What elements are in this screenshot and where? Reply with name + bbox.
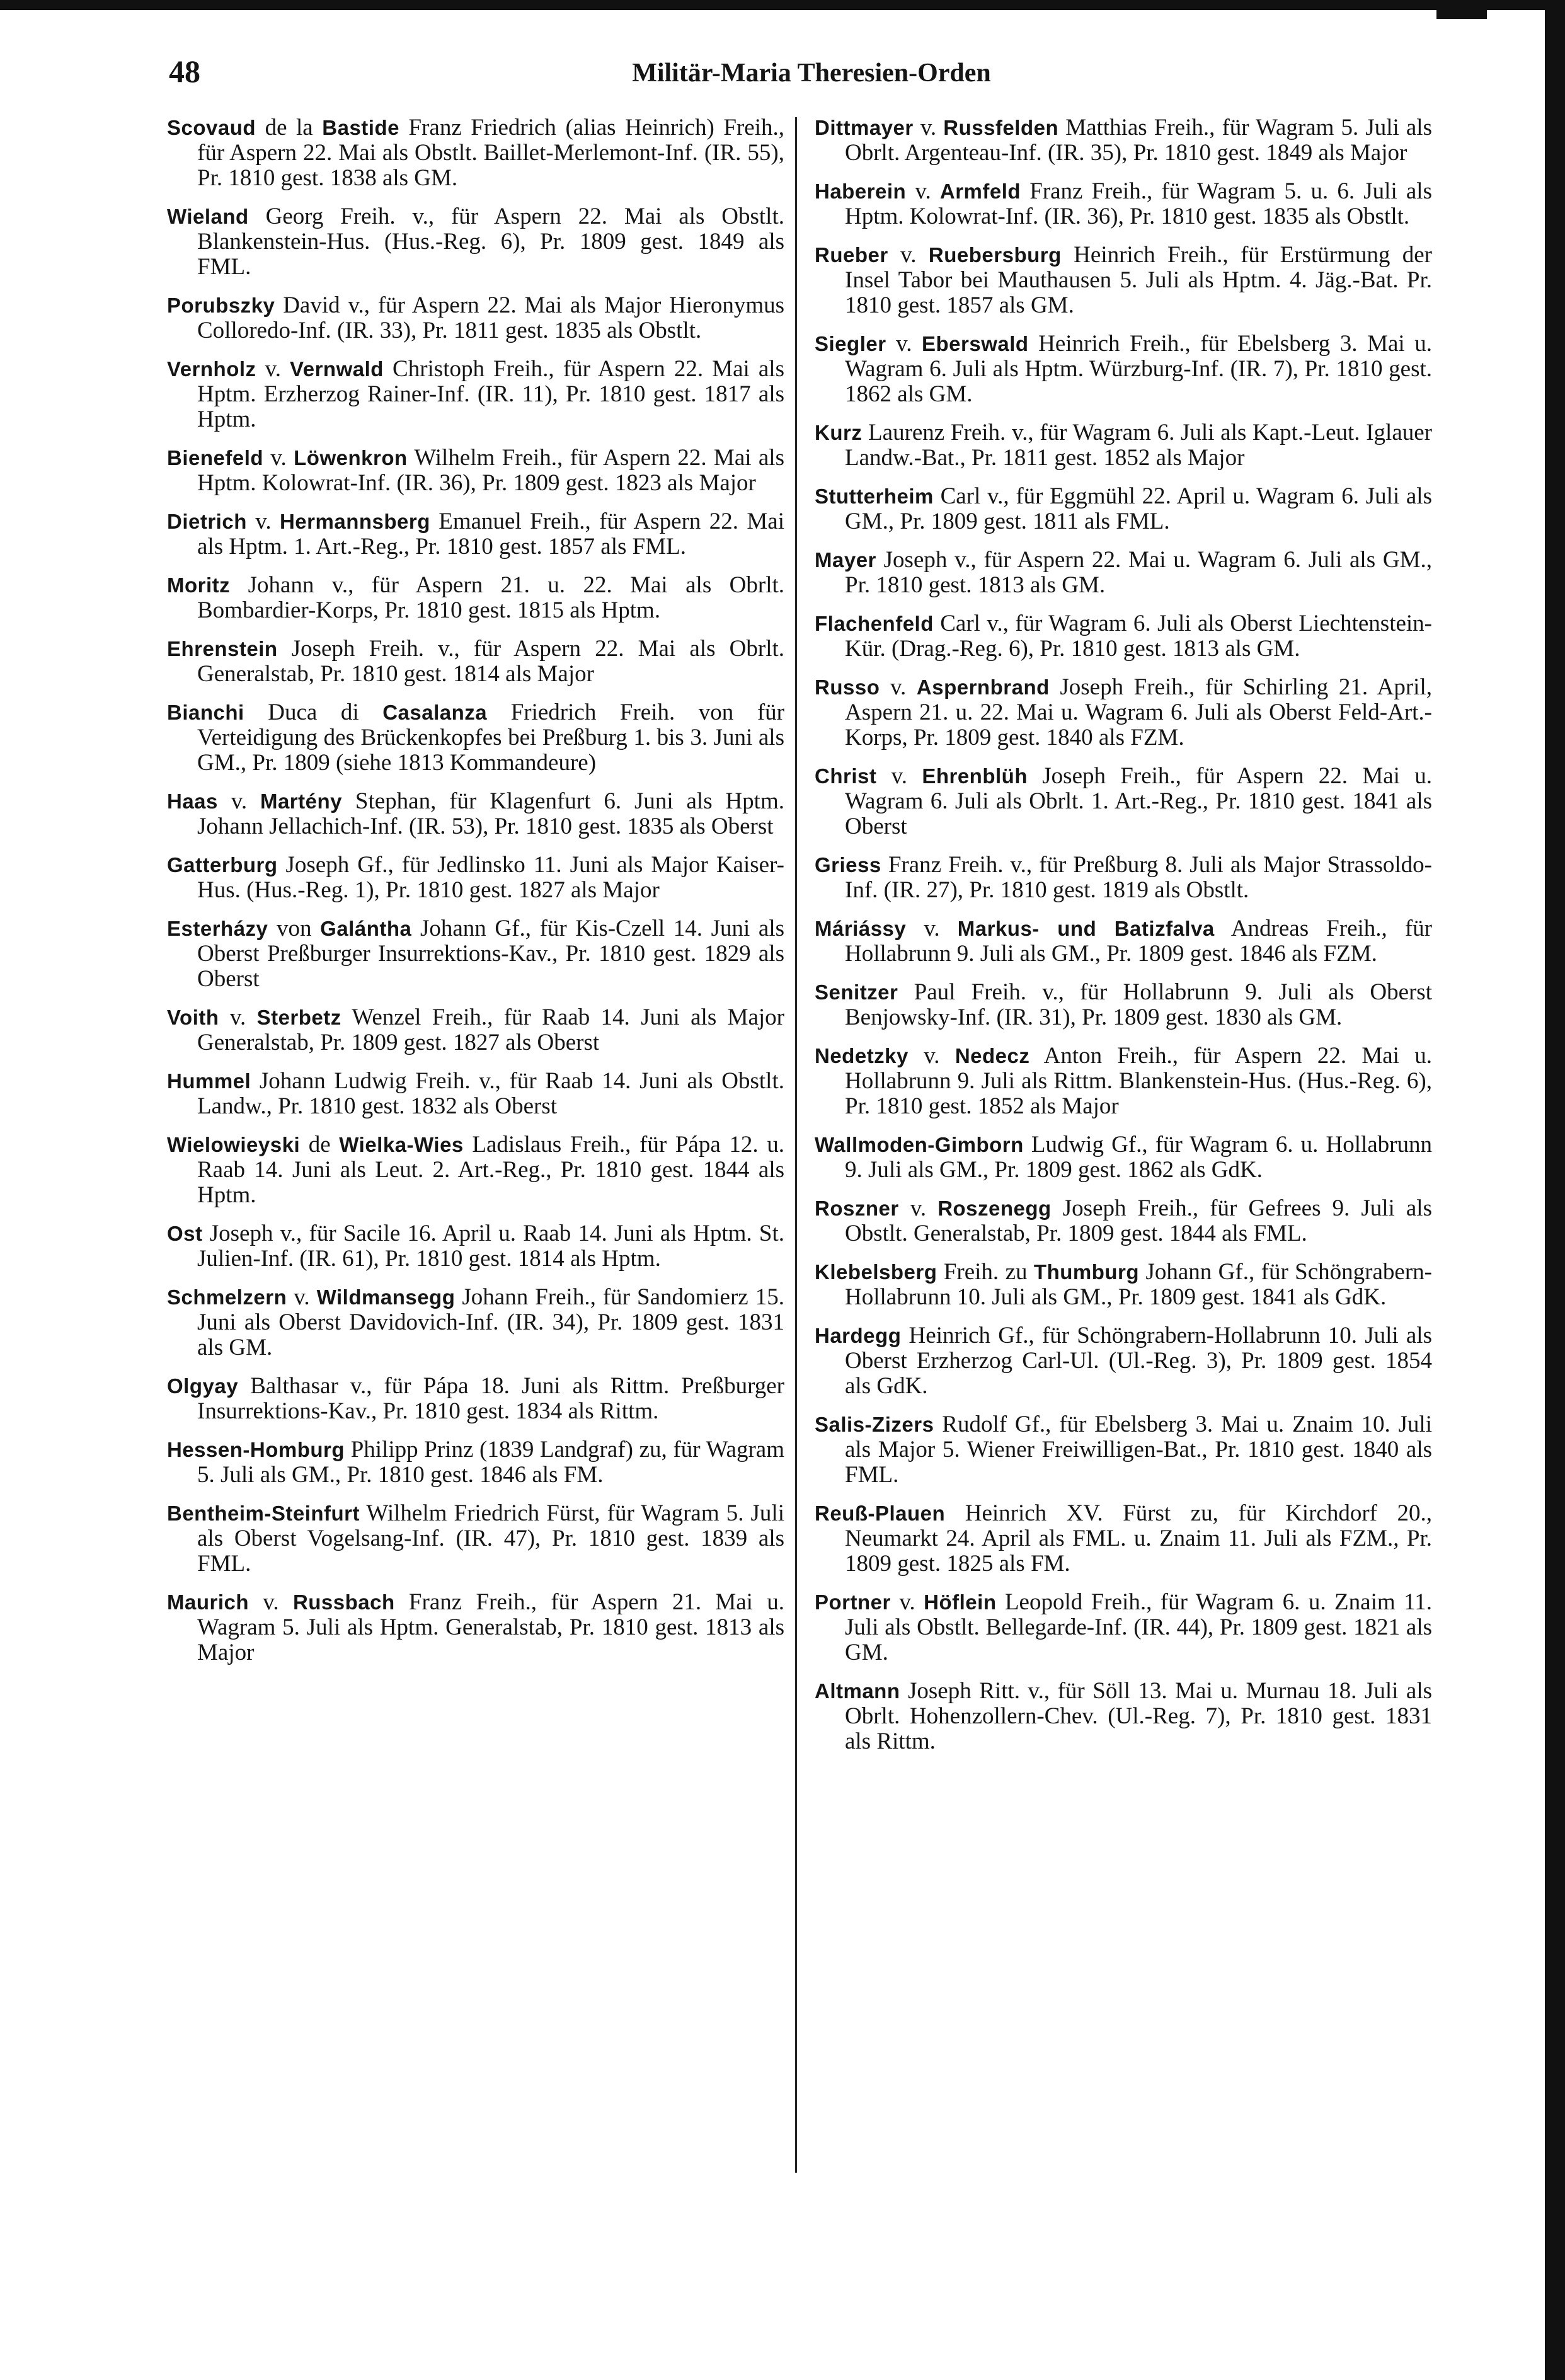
entry-text: v.: [898, 1195, 938, 1221]
register-entry: [167, 1501, 784, 1577]
register-entry: [815, 1132, 1432, 1183]
entry-name: Christ: [815, 764, 877, 788]
entry-text-continued: Franz Friedrich (alias Heinrich) Freih., für Aspern 22. Mai als Obstlt. Baillet-Merlemont-Inf. (IR. 55), Pr. 1810 gest. 1838 als GM.: [197, 115, 784, 191]
register-entry: [167, 509, 784, 560]
entry-name-predicate: Bastide: [322, 116, 399, 139]
entry-name-predicate: Russbach: [292, 1590, 395, 1614]
entry-text: v.: [913, 115, 944, 141]
entry-text-continued: Wenzel Freih., für Raab 14. Juni als Major Generalstab, Pr. 1809 gest. 1827 als Oberst: [197, 1004, 784, 1055]
entry-name-predicate: Hermannsberg: [279, 510, 430, 533]
entry-name: Wallmoden-Gimborn: [815, 1133, 1024, 1156]
entry-text: Georg Freih. v., für Aspern 22. Mai als Obstlt. Blankenstein-Hus. (Hus.-Reg. 6), Pr. 1809 gest. 1849 als FML.: [197, 204, 784, 280]
entry-text: Heinrich XV. Fürst zu, für Kirchdorf 20., Neumarkt 24. April als FML. u. Znaim 11. Juli als FZM., Pr. 1809 gest. 1825 als FM.: [845, 1500, 1432, 1577]
entry-name: Vernholz: [167, 357, 256, 381]
entry-name: Hardegg: [815, 1324, 902, 1347]
register-entry: [167, 357, 784, 432]
entry-text: Johann Ludwig Freih. v., für Raab 14. Juni als Obstlt. Landw., Pr. 1810 gest. 1832 als Oberst: [197, 1068, 784, 1119]
entry-text: Joseph Ritt. v., für Söll 13. Mai u. Murnau 18. Juli als Obrlt. Hohenzollern-Chev. (Ul.-Reg. 7), Pr. 1810 gest. 1831 als Rittm.: [845, 1678, 1432, 1754]
entry-text: v.: [249, 1589, 293, 1615]
entry-name-predicate: Löwenkron: [294, 446, 408, 469]
entry-name: Porubszky: [167, 294, 275, 317]
register-entry: [815, 331, 1432, 407]
register-entry: [167, 853, 784, 903]
register-entry: [815, 611, 1432, 662]
entry-text-continued: Joseph Freih., für Gefrees 9. Juli als Obstlt. Generalstab, Pr. 1809 gest. 1844 als FML.: [845, 1195, 1432, 1246]
entry-text: Joseph Gf., für Jedlinsko 11. Juni als Major Kaiser-Hus. (Hus.-Reg. 1), Pr. 1810 gest. 1827 als Major: [197, 852, 784, 903]
entry-name-predicate: Ruebersburg: [928, 243, 1062, 267]
entry-name: Bentheim-Steinfurt: [167, 1502, 360, 1525]
register-entry: [815, 853, 1432, 903]
register-entry: [815, 548, 1432, 598]
entry-text-continued: Heinrich Freih., für Ebelsberg 3. Mai u. Wagram 6. Juli als Hptm. Würzburg-Inf. (IR. 7), Pr. 1810 gest. 1862 als GM.: [845, 331, 1432, 407]
register-entry: [167, 1590, 784, 1665]
register-entry: [167, 573, 784, 623]
register-entry: [815, 1412, 1432, 1488]
entry-text: Heinrich Gf., für Schöngrabern-Hollabrunn 10. Juli als Oberst Erzherzog Carl-Ul. (Ul.-Reg. 3), Pr. 1809 gest. 1854 als GdK.: [845, 1323, 1432, 1399]
register-entry: [815, 1323, 1432, 1399]
entry-text-continued: Joseph Freih., für Schirling 21. April, Aspern 21. u. 22. Mai u. Wagram 6. Juli als Oberst Feld-Art.-Korps, Pr. 1809 gest. 1840 als FZM.: [845, 674, 1432, 750]
entry-text: Joseph v., für Sacile 16. April u. Raab 14. Juni als Hptm. St. Julien-Inf. (IR. 61), Pr. 1810 gest. 1814 als Hptm.: [197, 1221, 784, 1272]
register-entry: [815, 1590, 1432, 1665]
entry-name-predicate: Ehrenblüh: [922, 764, 1028, 788]
entry-text: de la: [256, 115, 323, 141]
entry-text: v.: [880, 674, 917, 700]
entry-text: v.: [906, 178, 940, 204]
entry-name-predicate: Galántha: [320, 917, 412, 940]
entry-text: v.: [263, 445, 294, 471]
entry-text: Joseph v., für Aspern 22. Mai u. Wagram 6. Juli als GM., Pr. 1810 gest. 1813 als GM.: [845, 547, 1432, 598]
entry-text: Franz Freih. v., für Preßburg 8. Juli als Major Strassoldo-Inf. (IR. 27), Pr. 1810 gest. 1819 als Obstlt.: [845, 852, 1432, 903]
entry-text: v.: [908, 1043, 955, 1069]
register-entry: [815, 420, 1432, 471]
entry-text-continued: Johann Gf., für Kis-Czell 14. Juni als Oberst Preßburger Insurrektions-Kav., Pr. 1810 gest. 1829 als Oberst: [197, 916, 784, 992]
entry-name: Senitzer: [815, 980, 898, 1004]
entry-name: Esterházy: [167, 917, 268, 940]
entry-text-continued: Franz Freih., für Aspern 21. Mai u. Wagram 5. Juli als Hptm. Generalstab, Pr. 1810 gest. 1813 als Major: [197, 1589, 784, 1665]
entry-text: v.: [256, 356, 290, 382]
running-title: Militär-Maria Theresien-Orden: [632, 59, 991, 88]
register-entry: [167, 446, 784, 496]
register-entry: [167, 789, 784, 839]
entry-text: v.: [888, 242, 929, 268]
entry-name: Wieland: [167, 205, 249, 228]
entry-name: Roszner: [815, 1197, 899, 1220]
entry-text: v.: [890, 1589, 924, 1615]
entry-name: Griess: [815, 853, 881, 877]
entry-name: Bienefeld: [167, 446, 264, 469]
register-entry: [167, 115, 784, 191]
entry-text: Balthasar v., für Pápa 18. Juni als Rittm. Preßburger Insurrektions-Kav., Pr. 1810 gest. 1834 als Rittm.: [197, 1373, 784, 1424]
entry-name-predicate: Wielka-Wies: [339, 1133, 464, 1156]
page-number: 48: [169, 54, 200, 89]
right-column: [815, 115, 1432, 1768]
entry-text: Philipp Prinz (1839 Landgraf) zu, für Wagram 5. Juli als GM., Pr. 1810 gest. 1846 als FM.: [197, 1437, 784, 1488]
entry-name: Schmelzern: [167, 1285, 287, 1309]
register-entry: [815, 1679, 1432, 1754]
left-column: [167, 115, 784, 1679]
entry-text-continued: Matthias Freih., für Wagram 5. Juli als Obrlt. Argenteau-Inf. (IR. 35), Pr. 1810 gest. 1849 als Major: [845, 115, 1432, 166]
register-entry: [815, 980, 1432, 1030]
entry-name: Dietrich: [167, 510, 247, 533]
entry-name: Stutterheim: [815, 485, 934, 508]
register-entry: [815, 764, 1432, 839]
entry-name-predicate: Höflein: [924, 1590, 997, 1614]
entry-name-predicate: Sterbetz: [256, 1006, 341, 1029]
entry-text: David v., für Aspern 22. Mai als Major Hieronymus Colloredo-Inf. (IR. 33), Pr. 1811 gest. 1835 als Obstlt.: [197, 292, 784, 343]
entry-text: v.: [886, 331, 922, 357]
entry-text: v.: [217, 788, 260, 814]
entry-name: Dittmayer: [815, 116, 914, 139]
register-entry: [167, 1374, 784, 1424]
register-entry: [815, 1501, 1432, 1577]
register-entry: [167, 1437, 784, 1488]
entry-name-predicate: Markus- und Batizfalva: [957, 917, 1215, 940]
entry-text: de: [300, 1132, 340, 1158]
entry-name: Reuß-Plauen: [815, 1502, 946, 1525]
entry-name: Voith: [167, 1006, 219, 1029]
register-entry: [167, 636, 784, 687]
entry-name: Nedetzky: [815, 1044, 909, 1067]
entry-name: Olgyay: [167, 1374, 239, 1398]
entry-text-continued: Friedrich Freih. von für Verteidigung des Brückenkopfes bei Preßburg 1. bis 3. Juni als GM., Pr. 1809 (siehe 1813 Kommandeure): [197, 699, 784, 776]
entry-text-continued: Stephan, für Klagenfurt 6. Juni als Hptm. Johann Jellachich-Inf. (IR. 53), Pr. 1810 gest. 1835 als Oberst: [197, 788, 784, 839]
register-entry: [815, 1043, 1432, 1119]
entry-name-predicate: Casalanza: [382, 701, 488, 724]
entry-name-predicate: Nedecz: [954, 1044, 1030, 1067]
entry-name: Máriássy: [815, 917, 907, 940]
entry-name: Portner: [815, 1590, 891, 1614]
entry-name-predicate: Wildmansegg: [316, 1285, 456, 1309]
entry-text-continued: Heinrich Freih., für Erstürmung der Insel Tabor bei Mauthausen 5. Juli als Hptm. 4. Jäg.-Bat. Pr. 1810 gest. 1857 als GM.: [845, 242, 1432, 318]
entry-text-continued: Emanuel Freih., für Aspern 22. Mai als Hptm. 1. Art.-Reg., Pr. 1810 gest. 1857 als FML.: [197, 509, 784, 560]
entry-name: Siegler: [815, 332, 886, 355]
entry-name: Salis-Zizers: [815, 1413, 934, 1436]
entry-text: Johann v., für Aspern 21. u. 22. Mai als Obrlt. Bombardier-Korps, Pr. 1810 gest. 1815 als Hptm.: [197, 572, 784, 623]
entry-name: Hummel: [167, 1069, 251, 1093]
entry-text: v.: [876, 763, 922, 789]
entry-text: Ludwig Gf., für Wagram 6. u. Hollabrunn 9. Juli als GM., Pr. 1809 gest. 1862 als GdK.: [845, 1132, 1432, 1183]
entry-text-continued: Johann Gf., für Schöngrabern-Hollabrunn 10. Juli als GM., Pr. 1809 gest. 1841 als GdK.: [845, 1259, 1432, 1310]
entry-name-predicate: Eberswald: [922, 332, 1029, 355]
entry-name: Haberein: [815, 180, 907, 203]
entry-text: v.: [246, 509, 280, 534]
entry-text: Joseph Freih. v., für Aspern 22. Mai als Obrlt. Generalstab, Pr. 1810 gest. 1814 als Major: [197, 636, 784, 687]
register-entry: [167, 1069, 784, 1119]
entry-text: v.: [906, 916, 958, 941]
entry-text: Rudolf Gf., für Ebelsberg 3. Mai u. Znaim 10. Juli als Major 5. Wiener Freiwilligen-Bat., Pr. 1810 gest. 1840 als FML.: [845, 1411, 1432, 1488]
entry-name: Wielowieyski: [167, 1133, 301, 1156]
scan-border-notch: [1436, 10, 1487, 19]
entry-name: Ost: [167, 1222, 203, 1245]
entry-name: Kurz: [815, 421, 863, 444]
entry-text-continued: Joseph Freih., für Aspern 22. Mai u. Wagram 6. Juli als Obrlt. 1. Art.-Reg., Pr. 1810 gest. 1841 als Oberst: [845, 763, 1432, 839]
entry-name: Gatterburg: [167, 853, 278, 877]
entry-text-continued: Franz Freih., für Wagram 5. u. 6. Juli als Hptm. Kolowrat-Inf. (IR. 36), Pr. 1810 gest. 1835 als Obstlt.: [845, 178, 1432, 229]
entry-name: Rueber: [815, 243, 888, 267]
entry-text-continued: Anton Freih., für Aspern 22. Mai u. Hollabrunn 9. Juli als Rittm. Blankenstein-Hus. (Hus.-Reg. 6), Pr. 1810 gest. 1852 als Major: [845, 1043, 1432, 1119]
entry-text: Wilhelm Friedrich Fürst, für Wagram 5. Juli als Oberst Vogelsang-Inf. (IR. 47), Pr. 1810 gest. 1839 als FML.: [197, 1500, 784, 1577]
register-entry: [815, 1196, 1432, 1246]
register-entry: [815, 675, 1432, 750]
register-entry: [167, 1285, 784, 1360]
entry-text: von: [268, 916, 321, 941]
entry-name-predicate: Vernwald: [290, 357, 384, 381]
entry-name: Maurich: [167, 1590, 249, 1614]
register-entry: [167, 700, 784, 776]
entry-text-continued: Leopold Freih., für Wagram 6. u. Znaim 11. Juli als Obstlt. Bellegarde-Inf. (IR. 44), Pr. 1809 gest. 1821 als GM.: [845, 1589, 1432, 1665]
register-entry: [167, 1221, 784, 1272]
register-entry: [815, 484, 1432, 534]
entry-name-predicate: Roszenegg: [937, 1197, 1052, 1220]
register-entry: [815, 115, 1432, 166]
entry-text: v.: [219, 1004, 257, 1030]
entry-text: Duca di: [244, 699, 383, 725]
register-entry: [167, 293, 784, 343]
entry-text-continued: Ladislaus Freih., für Pápa 12. u. Raab 14. Juni als Leut. 2. Art.-Reg., Pr. 1810 gest. 1844 als Hptm.: [197, 1132, 784, 1208]
entry-text: Freih. zu: [937, 1259, 1034, 1285]
entry-name: Mayer: [815, 548, 876, 572]
register-entry: [167, 1132, 784, 1208]
entry-name: Moritz: [167, 573, 231, 597]
entry-name-predicate: Aspernbrand: [916, 675, 1050, 699]
register-entry: [167, 204, 784, 280]
entry-name: Flachenfeld: [815, 612, 934, 635]
entry-text-continued: Christoph Freih., für Aspern 22. Mai als Hptm. Erzherzog Rainer-Inf. (IR. 11), Pr. 1810 gest. 1817 als Hptm.: [197, 356, 784, 432]
register-entry: [815, 179, 1432, 229]
entry-name: Altmann: [815, 1679, 900, 1703]
entry-name-predicate: Russfelden: [943, 116, 1059, 139]
register-entry: [167, 1005, 784, 1055]
entry-name: Hessen-Homburg: [167, 1438, 345, 1461]
entry-text: Paul Freih. v., für Hollabrunn 9. Juli als Oberst Benjowsky-Inf. (IR. 31), Pr. 1809 gest. 1830 als GM.: [845, 979, 1432, 1030]
scan-border-top: [0, 0, 1565, 10]
column-divider: [795, 117, 797, 2173]
entry-text: Carl v., für Eggmühl 22. April u. Wagram 6. Juli als GM., Pr. 1809 gest. 1811 als FML.: [845, 483, 1432, 534]
entry-text: Laurenz Freih. v., für Wagram 6. Juli als Kapt.-Leut. Iglauer Landw.-Bat., Pr. 1811 gest. 1852 als Major: [845, 420, 1432, 471]
page-header: [169, 53, 1454, 116]
entry-name: Klebelsberg: [815, 1260, 937, 1284]
entry-name-predicate: Thumburg: [1033, 1260, 1140, 1284]
entry-text-continued: Andreas Freih., für Hollabrunn 9. Juli als GM., Pr. 1809 gest. 1846 als FZM.: [845, 916, 1432, 967]
entry-text-continued: Wilhelm Freih., für Aspern 22. Mai als Hptm. Kolowrat-Inf. (IR. 36), Pr. 1809 gest. 1823 als Major: [197, 445, 784, 496]
register-entry: [815, 243, 1432, 318]
register-entry: [167, 916, 784, 992]
register-entry: [815, 1260, 1432, 1310]
entry-name-predicate: Martény: [260, 790, 343, 813]
entry-name: Haas: [167, 790, 218, 813]
scan-border-right: [1545, 0, 1565, 2380]
entry-text: v.: [287, 1284, 317, 1310]
entry-name: Scovaud: [167, 116, 256, 139]
register-entry: [815, 916, 1432, 967]
entry-name: Russo: [815, 675, 880, 699]
entry-text: Carl v., für Wagram 6. Juli als Oberst Liechtenstein-Kür. (Drag.-Reg. 6), Pr. 1810 gest. 1813 als GM.: [845, 611, 1432, 662]
entry-text-continued: Johann Freih., für Sandomierz 15. Juni als Oberst Davidovich-Inf. (IR. 34), Pr. 1809 gest. 1831 als GM.: [197, 1284, 784, 1360]
entry-name-predicate: Armfeld: [939, 180, 1021, 203]
entry-name: Ehrenstein: [167, 637, 278, 660]
entry-name: Bianchi: [167, 701, 244, 724]
